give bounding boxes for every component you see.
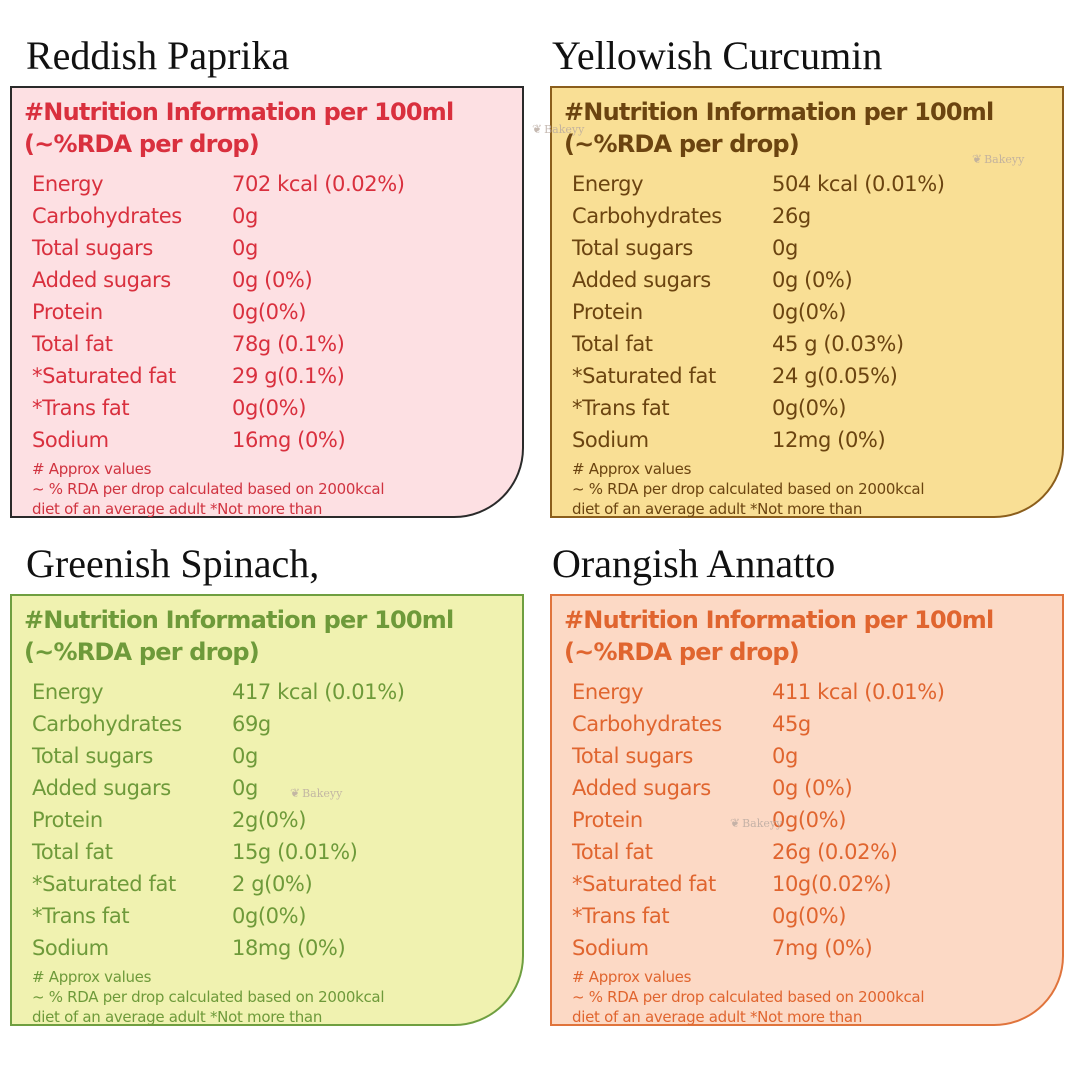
nutrient-row [572, 200, 1062, 232]
nutrient-name: Protein [572, 808, 643, 832]
nutrition-card [550, 594, 1064, 1026]
footnote-rda: ~ % RDA per drop calculated based on 2000kcal [32, 480, 385, 498]
nutrient-value: 15g (0.01%) [232, 840, 358, 864]
footnote-rda: ~ % RDA per drop calculated based on 2000kcal [572, 988, 925, 1006]
nutrient-row [32, 392, 522, 424]
nutrient-value: 78g (0.1%) [232, 332, 345, 356]
heading-line-2: (~%RDA per drop) [564, 638, 799, 666]
nutrient-name: Energy [572, 172, 644, 196]
nutrient-value: 0g (0%) [232, 268, 313, 292]
leaf-icon: ❦ [532, 122, 543, 136]
nutrient-row [32, 868, 522, 900]
heading-line-1: #Nutrition Information per 100ml [24, 98, 454, 126]
nutrient-name: Added sugars [32, 776, 171, 800]
nutrient-name: Sodium [32, 936, 109, 960]
nutrient-value: 0g(0%) [232, 300, 306, 324]
heading-line-2: (~%RDA per drop) [24, 638, 259, 666]
nutrient-row [572, 868, 1062, 900]
nutrient-name: Added sugars [572, 776, 711, 800]
watermark: ❦ Bakeyy [532, 122, 585, 136]
nutrient-row [32, 424, 522, 456]
nutrient-value: 45g [772, 712, 811, 736]
nutrient-name: Energy [32, 680, 104, 704]
nutrient-value: 0g(0%) [772, 904, 846, 928]
footnote-approx: # Approx values [32, 460, 152, 478]
nutrient-name: Sodium [32, 428, 109, 452]
nutrient-row [572, 264, 1062, 296]
nutrient-name: Added sugars [32, 268, 171, 292]
panel-title: Orangish Annatto [552, 541, 836, 586]
nutrient-value: 69g [232, 712, 271, 736]
nutrient-value: 0g [772, 236, 798, 260]
nutrient-row [572, 328, 1062, 360]
nutrient-row [32, 804, 522, 836]
nutrient-row [572, 360, 1062, 392]
footnotes [32, 459, 522, 519]
nutrient-list [572, 168, 1062, 456]
nutrient-row [32, 740, 522, 772]
nutrient-name: Total fat [32, 840, 113, 864]
nutrient-name: Total sugars [32, 236, 153, 260]
nutrient-value: 0g(0%) [772, 300, 846, 324]
panel-orangish-annatto [550, 538, 1070, 1048]
nutrient-row [32, 836, 522, 868]
footnote-approx: # Approx values [32, 968, 152, 986]
nutrient-value: 0g [232, 204, 258, 228]
nutrient-value: 0g [772, 744, 798, 768]
nutrient-row [572, 836, 1062, 868]
footnote-rda: ~ % RDA per drop calculated based on 2000kcal [32, 988, 385, 1006]
panel-title: Greenish Spinach, [26, 541, 320, 586]
nutrient-value: 702 kcal (0.02%) [232, 172, 405, 196]
nutrient-name: Total sugars [572, 236, 693, 260]
nutrient-row [32, 264, 522, 296]
panel-title: Reddish Paprika [26, 33, 290, 78]
panel-yellowish-curcumin [550, 30, 1070, 540]
nutrient-value: 45 g (0.03%) [772, 332, 904, 356]
nutrient-row [32, 360, 522, 392]
leaf-icon: ❦ [730, 816, 741, 830]
nutrient-name: *Saturated fat [572, 872, 716, 896]
nutrient-row [572, 392, 1062, 424]
nutrient-name: *Trans fat [32, 396, 130, 420]
nutrient-value: 10g(0.02%) [772, 872, 892, 896]
footnote-diet: diet of an average adult *Not more than [32, 1008, 323, 1026]
footnotes [572, 967, 1062, 1027]
panel-reddish-paprika [10, 30, 530, 540]
nutrient-name: Protein [32, 808, 103, 832]
nutrient-name: Sodium [572, 936, 649, 960]
nutrient-name: *Saturated fat [32, 364, 176, 388]
nutrient-value: 417 kcal (0.01%) [232, 680, 405, 704]
nutrient-value: 26g (0.02%) [772, 840, 898, 864]
nutrient-name: Carbohydrates [32, 204, 182, 228]
nutrient-value: 0g(0%) [772, 808, 846, 832]
card-heading [564, 604, 1062, 668]
footnote-diet: diet of an average adult *Not more than [32, 500, 323, 518]
nutrient-name: Total fat [572, 332, 653, 356]
nutrient-name: *Trans fat [32, 904, 130, 928]
nutrient-row [32, 168, 522, 200]
panel-greenish-spinach [10, 538, 530, 1048]
nutrient-value: 0g (0%) [772, 776, 853, 800]
nutrient-row [572, 424, 1062, 456]
nutrient-row [572, 932, 1062, 964]
nutrient-name: Total sugars [32, 744, 153, 768]
nutrient-value: 504 kcal (0.01%) [772, 172, 945, 196]
nutrient-name: *Trans fat [572, 904, 670, 928]
footnote-diet: diet of an average adult *Not more than [572, 1008, 863, 1026]
footnote-approx: # Approx values [572, 968, 692, 986]
nutrient-value: 0g(0%) [232, 904, 306, 928]
nutrition-card [550, 86, 1064, 518]
nutrient-name: *Trans fat [572, 396, 670, 420]
footnote-diet: diet of an average adult *Not more than [572, 500, 863, 518]
nutrient-row [572, 900, 1062, 932]
nutrient-row [32, 932, 522, 964]
nutrient-value: 0g(0%) [772, 396, 846, 420]
nutrient-row [572, 772, 1062, 804]
card-heading [24, 96, 522, 160]
nutrient-value: 2g(0%) [232, 808, 306, 832]
heading-line-1: #Nutrition Information per 100ml [24, 606, 454, 634]
footnotes [572, 459, 1062, 519]
footnote-rda: ~ % RDA per drop calculated based on 2000kcal [572, 480, 925, 498]
nutrient-name: Sodium [572, 428, 649, 452]
nutrient-list [32, 676, 522, 964]
nutrient-row [32, 900, 522, 932]
nutrient-name: Total fat [32, 332, 113, 356]
nutrient-name: Total sugars [572, 744, 693, 768]
nutrition-card [10, 86, 524, 518]
nutrient-value: 12mg (0%) [772, 428, 886, 452]
nutrient-name: *Saturated fat [32, 872, 176, 896]
nutrient-name: Protein [572, 300, 643, 324]
nutrient-value: 18mg (0%) [232, 936, 346, 960]
nutrient-row [572, 804, 1062, 836]
nutrient-name: *Saturated fat [572, 364, 716, 388]
nutrient-value: 16mg (0%) [232, 428, 346, 452]
watermark: ❦ Bakeyy [290, 786, 343, 800]
nutrient-value: 2 g(0%) [232, 872, 313, 896]
nutrient-row [32, 232, 522, 264]
nutrient-row [572, 708, 1062, 740]
nutrient-value: 0g (0%) [772, 268, 853, 292]
nutrient-name: Protein [32, 300, 103, 324]
nutrient-row [572, 740, 1062, 772]
footnotes [32, 967, 522, 1027]
leaf-icon: ❦ [972, 152, 983, 166]
nutrient-value: 7mg (0%) [772, 936, 873, 960]
nutrient-row [32, 676, 522, 708]
nutrient-row [32, 708, 522, 740]
nutrient-name: Energy [572, 680, 644, 704]
nutrient-row [32, 772, 522, 804]
watermark: ❦ Bakeyy [972, 152, 1025, 166]
nutrient-value: 0g [232, 776, 258, 800]
nutrient-value: 29 g(0.1%) [232, 364, 345, 388]
nutrient-row [32, 200, 522, 232]
nutrient-name: Energy [32, 172, 104, 196]
nutrient-row [32, 296, 522, 328]
nutrient-row [32, 328, 522, 360]
nutrient-value: 24 g(0.05%) [772, 364, 898, 388]
nutrient-row [572, 296, 1062, 328]
heading-line-2: (~%RDA per drop) [564, 130, 799, 158]
watermark: ❦ Bakeyy [730, 816, 783, 830]
heading-line-1: #Nutrition Information per 100ml [564, 98, 994, 126]
leaf-icon: ❦ [290, 786, 301, 800]
nutrient-name: Carbohydrates [572, 204, 722, 228]
nutrient-value: 0g [232, 236, 258, 260]
nutrient-value: 26g [772, 204, 811, 228]
nutrient-name: Carbohydrates [572, 712, 722, 736]
nutrition-card [10, 594, 524, 1026]
nutrient-list [572, 676, 1062, 964]
nutrient-name: Total fat [572, 840, 653, 864]
heading-line-2: (~%RDA per drop) [24, 130, 259, 158]
nutrient-name: Added sugars [572, 268, 711, 292]
nutrient-value: 0g [232, 744, 258, 768]
nutrient-name: Carbohydrates [32, 712, 182, 736]
footnote-approx: # Approx values [572, 460, 692, 478]
nutrient-list [32, 168, 522, 456]
heading-line-1: #Nutrition Information per 100ml [564, 606, 994, 634]
nutrient-row [572, 168, 1062, 200]
panel-title: Yellowish Curcumin [552, 33, 883, 78]
nutrient-value: 0g(0%) [232, 396, 306, 420]
nutrient-row [572, 676, 1062, 708]
card-heading [564, 96, 1062, 160]
card-heading [24, 604, 522, 668]
nutrient-value: 411 kcal (0.01%) [772, 680, 945, 704]
nutrient-row [572, 232, 1062, 264]
